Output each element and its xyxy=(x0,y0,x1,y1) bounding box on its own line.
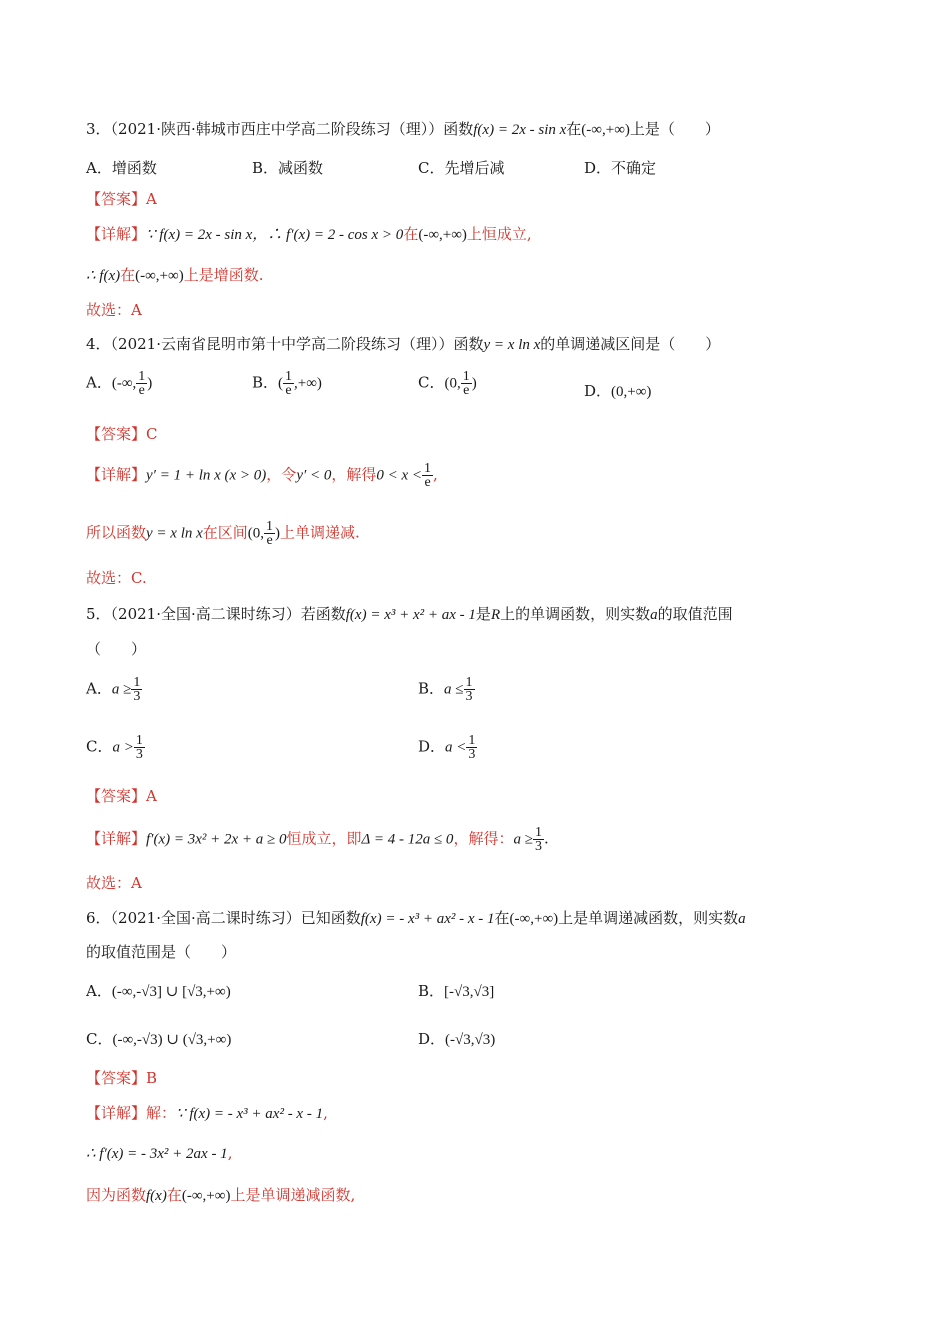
q5-choose: 故选：A xyxy=(86,874,142,892)
q5-option-b: B．a ≤ $\frac{1}{3}$ xyxy=(418,675,473,704)
q4-stem: 4．（2021·云南省昆明市第十中学高二阶段练习（理））函数y = x ln x的单调递减区间是（ ） xyxy=(86,335,721,353)
q4-choose: 故选：C. xyxy=(86,569,147,587)
q6-option-a: A．(-∞,-√3] ∪ [√3,+∞) xyxy=(86,982,231,1000)
q4-stem-math: y = x ln x xyxy=(483,337,541,353)
q3-option-c: C．先增后减 xyxy=(418,159,505,177)
q3-stem-prefix: 3．（2021·陕西·韩城市西庄中学高二阶段练习（理））函数 xyxy=(86,120,474,138)
q6-option-b: B．[-√3,√3] xyxy=(418,982,495,1000)
q6-option-d: D．(-√3,√3) xyxy=(418,1030,496,1048)
q6-detail-1: 【详解】解：∵ f(x) = - x³ + ax² - x - 1, xyxy=(86,1104,328,1122)
q6-detail-3: 因为函数f(x)在(-∞,+∞)上是单调递减函数, xyxy=(86,1186,356,1204)
q5-stem-line2: （ ） xyxy=(86,640,147,658)
q4-detail-2: 所以函数y = x ln x在区间(0, $\frac{1}{e}$ )上单调递减. xyxy=(86,519,360,548)
q6-detail-2: ∴ f′(x) = - 3x² + 2ax - 1, xyxy=(86,1144,233,1162)
q4-option-d: D．(0,+∞) xyxy=(584,382,652,400)
q6-option-c: C．(-∞,-√3) ∪ (√3,+∞) xyxy=(86,1030,232,1048)
q5-option-a: A．a ≥ $\frac{1}{3}$ xyxy=(86,675,141,704)
q3-option-d: D．不确定 xyxy=(584,159,657,177)
q4-option-c: C．(0, $\frac{1}{e}$ ) xyxy=(418,369,477,398)
q3-detail-tag: 【详解】 xyxy=(86,225,147,243)
q4-answer: 【答案】C xyxy=(86,425,158,443)
q3-answer: 【答案】A xyxy=(86,190,157,208)
q3-detail-2: ∴ f(x)在(-∞,+∞)上是增函数. xyxy=(86,266,264,284)
q3-stem-interval: (-∞,+∞) xyxy=(581,122,630,138)
q3-option-b: B．减函数 xyxy=(252,159,324,177)
q5-option-c: C．a > $\frac{1}{3}$ xyxy=(86,733,143,762)
q4-option-a: A．(-∞, $\frac{1}{e}$ ) xyxy=(86,369,153,398)
q3-stem-suffix: 上是（ ） xyxy=(629,120,720,138)
q5-option-d: D．a < $\frac{1}{3}$ xyxy=(418,733,476,762)
q6-stem: 6．（2021·全国·高二课时练习）已知函数f(x) = - x³ + ax² - x - 1在(-∞,+∞)上是单调递减函数，则实数a xyxy=(86,909,746,927)
q4-detail-1: 【详解】y′ = 1 + ln x (x > 0)，令y′ < 0，解得0 < x < $\frac{1}{e}$ , xyxy=(86,461,438,490)
q3-option-a: A．增函数 xyxy=(86,159,157,177)
q6-answer: 【答案】B xyxy=(86,1069,158,1087)
q6-stem-line2: 的取值范围是（ ） xyxy=(86,943,237,961)
q3-detail-1-math: ∵ f(x) = 2x - sin x，∴ f′(x) = 2 - cos x > 0 xyxy=(146,227,404,243)
q5-answer: 【答案】A xyxy=(86,787,157,805)
q4-option-b: B．( $\frac{1}{e}$ ,+∞) xyxy=(252,369,322,398)
q3-choose: 故选：A xyxy=(86,301,142,319)
q3-stem-mid: 在 xyxy=(566,120,582,138)
q5-stem: 5．（2021·全国·高二课时练习）若函数f(x) = x³ + x² + ax - 1是R上的单调函数，则实数a的取值范围 xyxy=(86,605,733,623)
q3-stem xyxy=(86,118,720,141)
q5-detail-1: 【详解】f′(x) = 3x² + 2x + a ≥ 0恒成立，即Δ = 4 - 12a ≤ 0，解得：a ≥ $\frac{1}{3}$ . xyxy=(86,825,549,854)
q3-detail-1: 【详解】∵ f(x) = 2x - sin x，∴ f′(x) = 2 - cos x > 0在(-∞,+∞)上恒成立, xyxy=(86,225,532,243)
q3-stem-math: f(x) = 2x - sin x xyxy=(473,122,567,138)
